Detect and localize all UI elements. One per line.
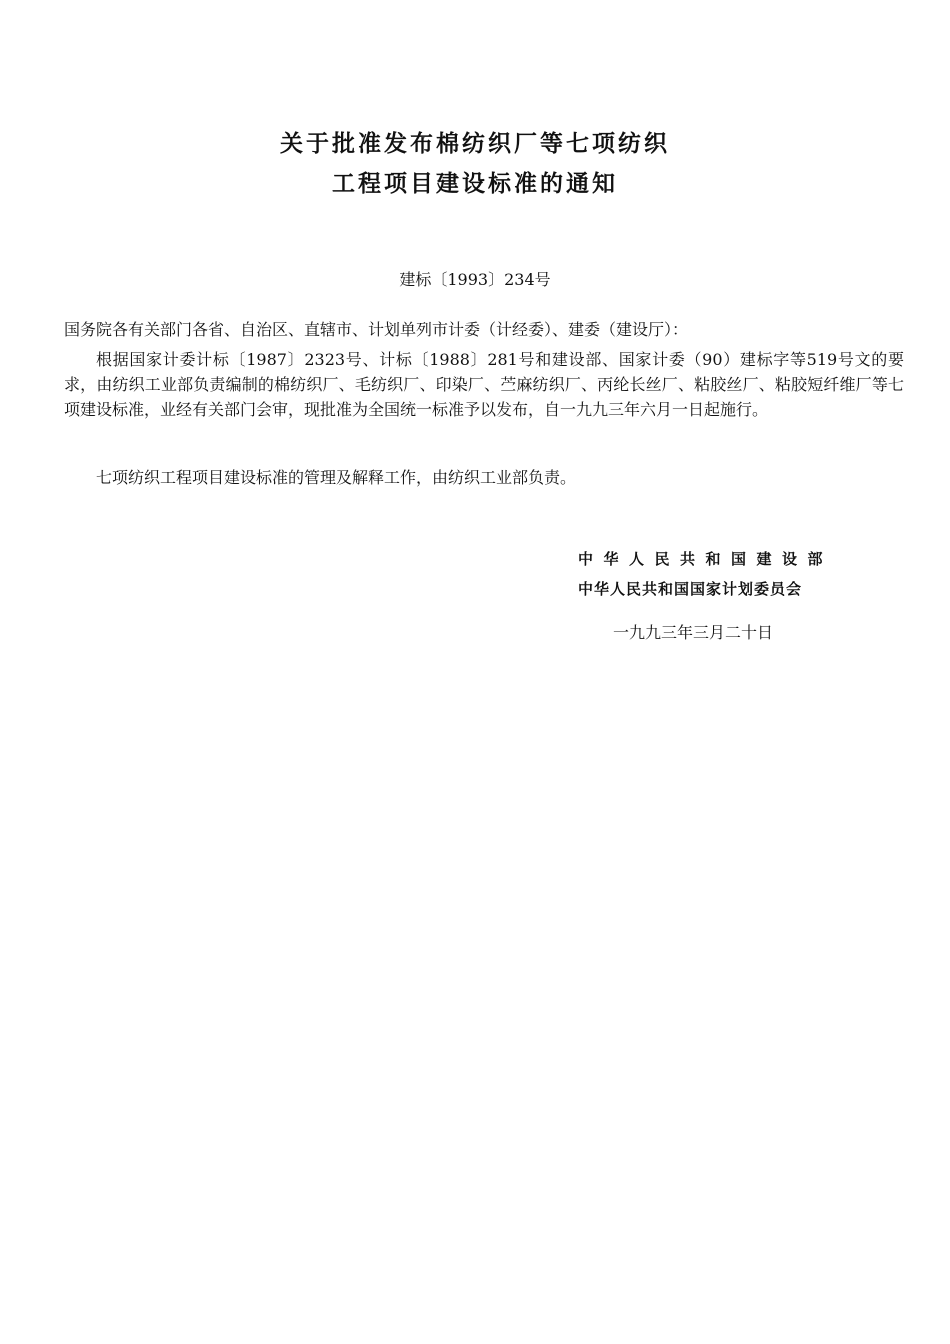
document-title-line-2: 工程项目建设标准的通知 bbox=[332, 171, 618, 197]
issue-date: 一九九三年三月二十日 bbox=[613, 623, 774, 642]
addressee-line: 国务院各有关部门各省、自治区、直辖市、计划单列市计委（计经委）、建委（建设厅）： bbox=[64, 320, 689, 339]
issuer-ministry-of-construction: 中华人民共和国建设部 bbox=[578, 550, 834, 568]
document-number: 建标〔1993〕234号 bbox=[399, 270, 551, 289]
body-paragraph-2: 七项纺织工程项目建设标准的管理及解释工作，由纺织工业部负责。 bbox=[96, 468, 577, 487]
issuer-state-planning-commission: 中华人民共和国国家计划委员会 bbox=[578, 580, 803, 598]
body-paragraph-1: 根据国家计委计标〔1987〕2323号、计标〔1988〕281号和建设部、国家计委（90）建标字等519号文的要求，由纺织工业部负责编制的棉纺织厂、毛纺织厂、印染厂、苎麻纺织厂、丙纶长丝厂、粘胶丝厂、粘胶短纤维厂等七项建设标准，业经有关部门会审，现批准为全国统一标准予以发布，自一九九三年六月一日起施行。 bbox=[64, 350, 904, 419]
document-title-line-1: 关于批准发布棉纺织厂等七项纺织 bbox=[280, 131, 670, 157]
